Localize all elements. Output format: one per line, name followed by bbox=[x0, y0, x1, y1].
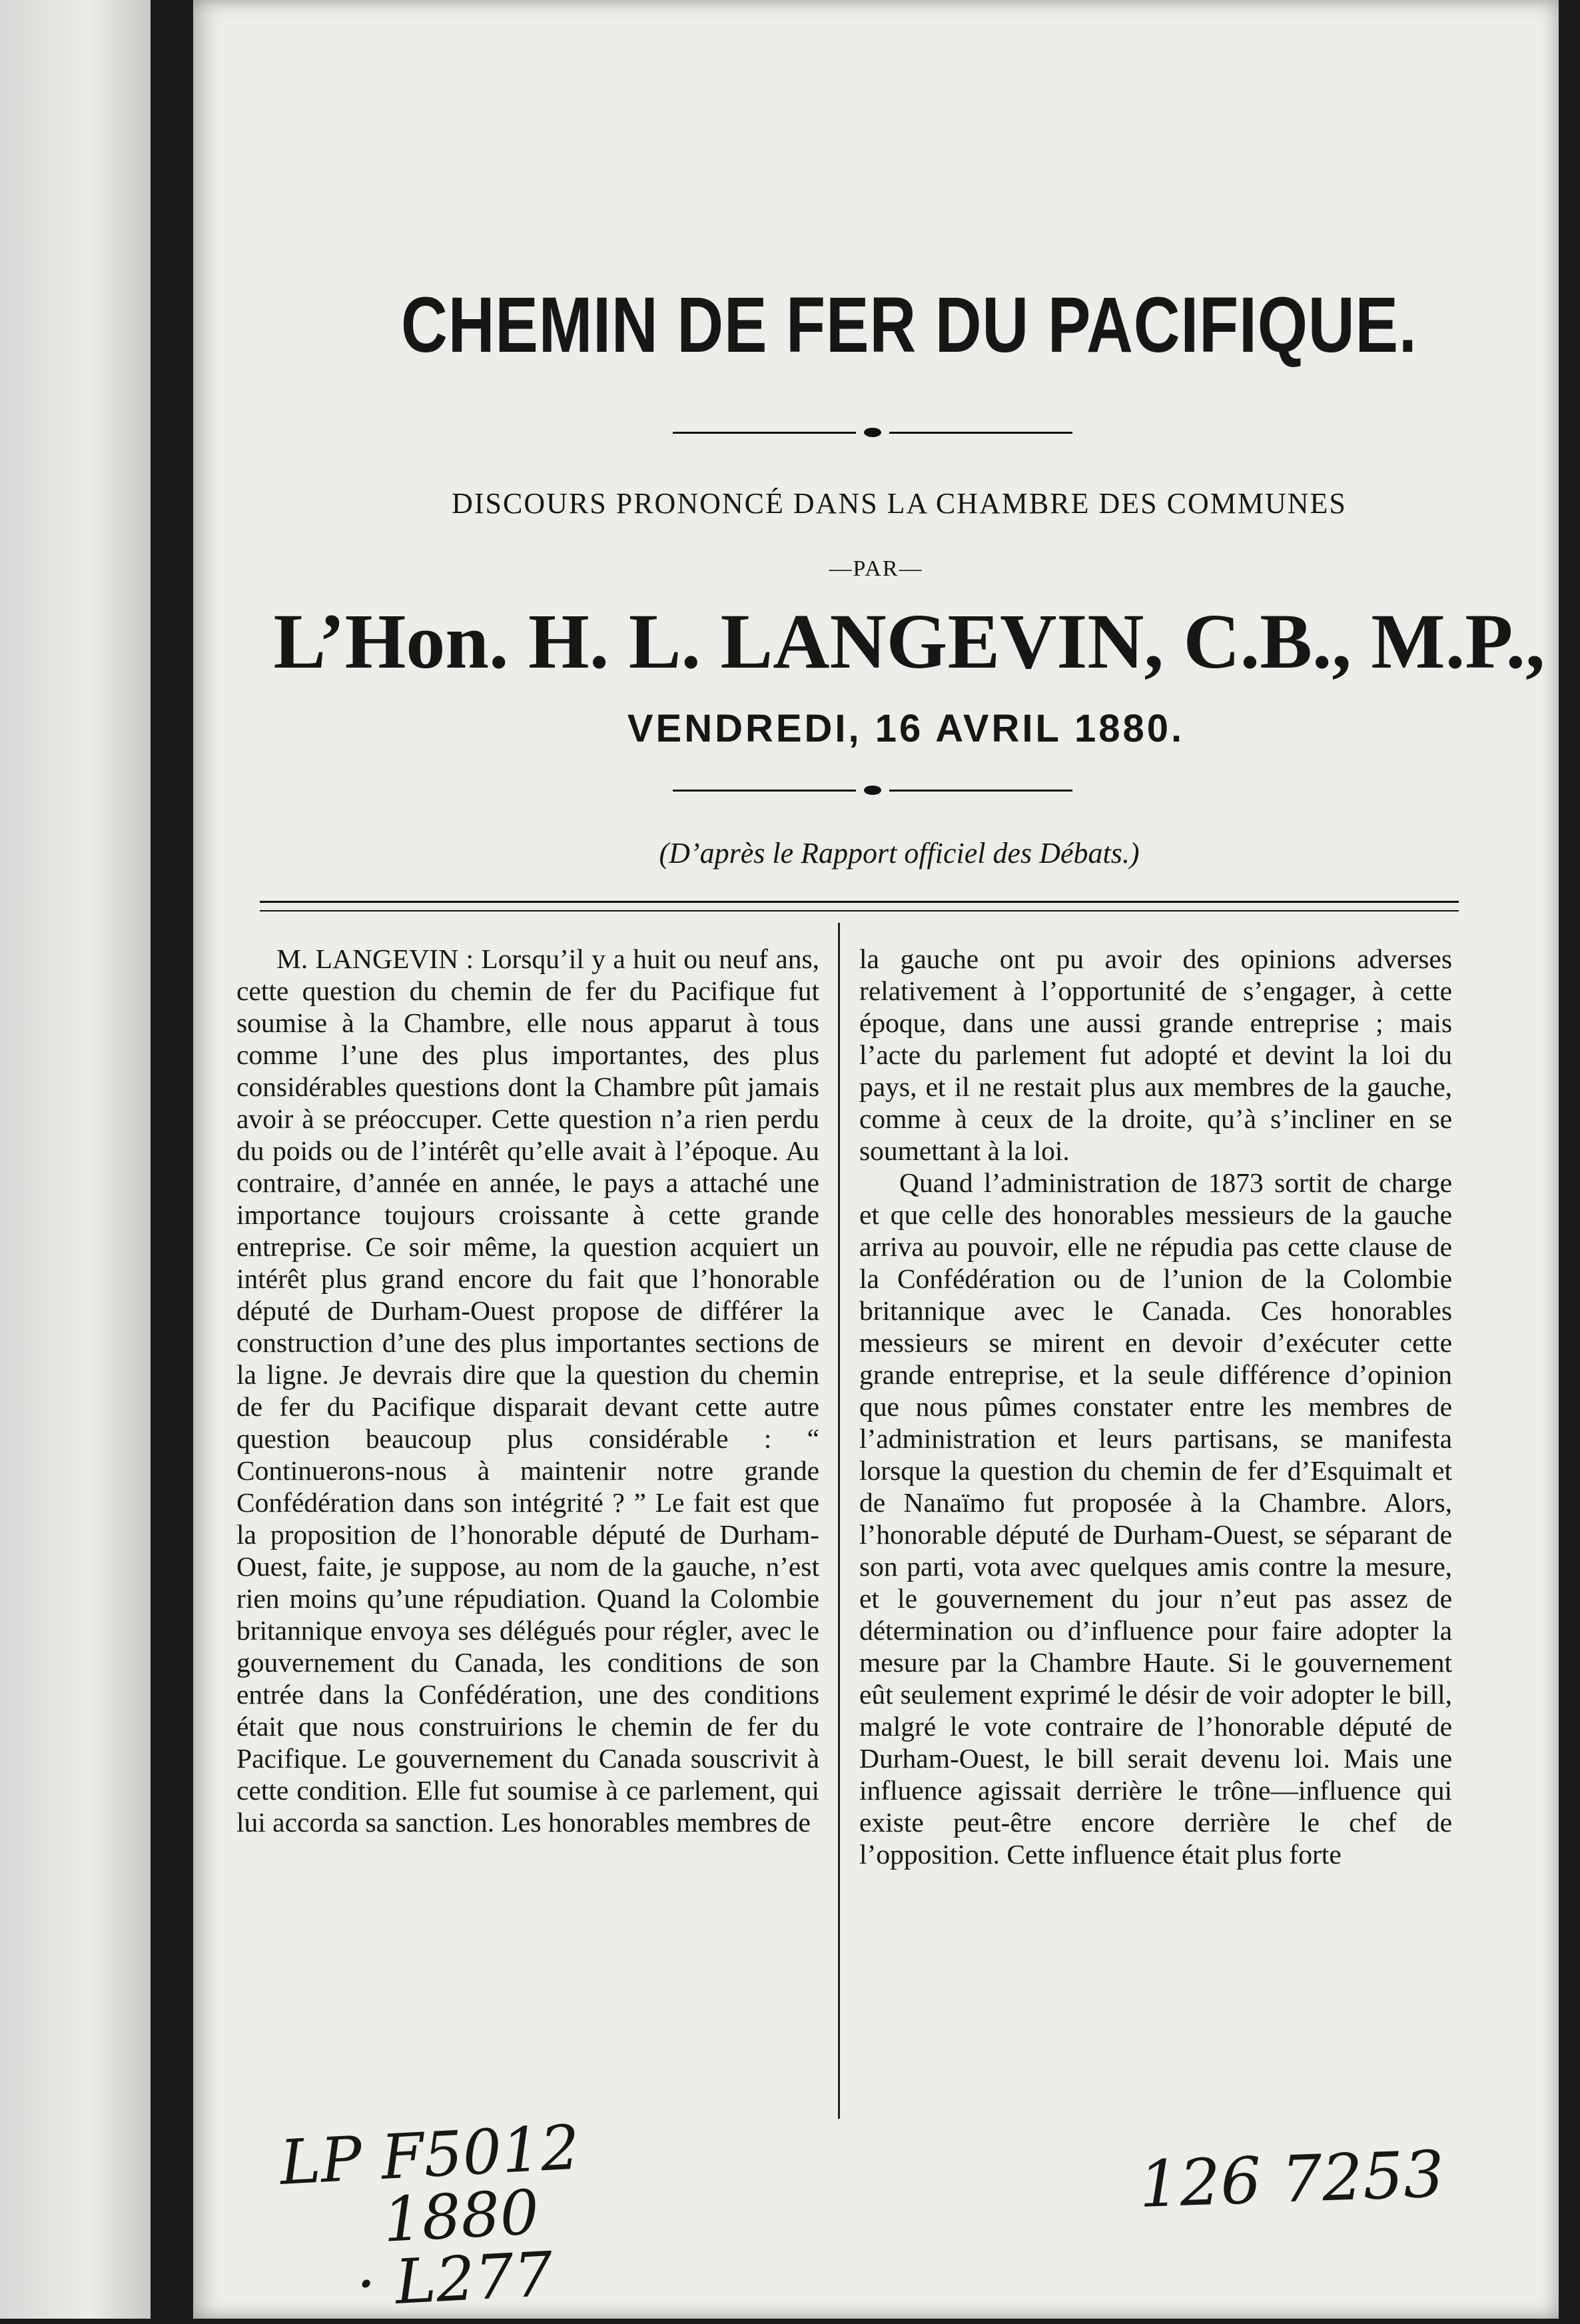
paragraph: Quand l’administration de 1873 sortit de charge et que celle des honorables messieurs de la gauche arriva au pouvoir, elle ne répudia pas cette clause de la Confédération ou de l’union de la Colombie britannique avec le Canada. Ces honorables messieurs se mirent en devoir d’exécuter cette grande entreprise, et la seule différence d’opinion que nous pûmes constater entre les membres de l’administration et leurs partisans, se manifesta lorsque la question du chemin de fer d’Esquimalt et de Nanaïmo fut proposée à la Chambre. Alors, l’honorable député de Durham-Ouest, se séparant de son parti, vota avec quelques amis contre la mesure, et le gouvernement du jour n’eut pas assez de détermination ou d’influence pour faire adopter la mesure par la Chambre Haute. Si le gouvernement eût seulement exprimé le désir de voir adopter le bill, malgré le vote contraire de l’honorable député de Durham-Ouest, le bill serait devenu loi. Mais une influence agissait derrière le trône—influence qui existe peut-être encore derrière le chef de l’opposition. Cette influence était plus forte bbox=[859, 1167, 1452, 1870]
text-column-right bbox=[859, 943, 1452, 1870]
header-rule-top bbox=[260, 901, 1459, 903]
byline-par: —PAR— bbox=[829, 556, 923, 581]
document-title: CHEMIN DE FER DU PACIFIQUE. bbox=[401, 281, 1417, 369]
author-name: L’Hon. H. L. LANGEVIN, C.B., M.P., bbox=[273, 598, 1545, 685]
paragraph: la gauche ont pu avoir des opinions adverses relativement à l’opportunité de s’engager, à cette époque, dans une aussi grande entreprise ; mais l’acte du parlement fut adopté et devint la loi du pays, et il ne restait plus aux membres de la gauche, comme à ceux de la droite, qu’à s’incliner en se soumettant à la loi. bbox=[859, 943, 1452, 1166]
text-column-left bbox=[236, 943, 819, 1838]
document-subtitle: DISCOURS PRONONCÉ DANS LA CHAMBRE DES COMMUNES bbox=[452, 487, 1347, 520]
handwritten-accession-number: 126 7253 bbox=[1138, 2137, 1445, 2222]
handwritten-call-number: LP F5012 1880 · L277 bbox=[278, 2111, 582, 2321]
adjacent-page-strip bbox=[0, 0, 151, 2319]
date-ornament-rule bbox=[673, 781, 1072, 801]
speech-date: VENDREDI, 16 AVRIL 1880. bbox=[627, 707, 1185, 750]
title-ornament-rule bbox=[673, 423, 1072, 443]
source-note: (D’après le Rapport officiel des Débats.) bbox=[659, 837, 1140, 870]
document-page bbox=[193, 0, 1559, 2319]
header-rule-bottom bbox=[260, 910, 1459, 911]
column-divider bbox=[838, 923, 840, 2119]
paragraph: M. LANGEVIN : Lorsqu’il y a huit ou neuf ans, cette question du chemin de fer du Pacifique fut soumise à la Chambre, elle nous apparut à tous comme l’une des plus importantes, des plus considérables questions dont la Chambre pût jamais avoir à se préoccuper. Cette question n’a rien perdu du poids ou de l’intérêt qu’elle avait à l’époque. Au contraire, d’année en année, le pays a attaché une importance toujours croissante à cette grande entreprise. Ce soir même, la question acquiert un intérêt plus grand encore du fait que l’honorable député de Durham-Ouest propose de différer la construction d’une des plus importantes sections de la ligne. Je devrais dire que la question du chemin de fer du Pacifique disparait devant cette autre question beaucoup plus considérable : “ Continuerons-nous à maintenir notre grande Confédération dans son intégrité ? ” Le fait est que la proposition de l’honorable député de Durham-Ouest, faite, je suppose, au nom de la gauche, n’est rien moins qu’une répudiation. Quand la Colombie britannique envoya ses délégués pour régler, avec le gouvernement du Canada, les conditions de son entrée dans la Confédération, une des conditions était que nous construirions le chemin de fer du Pacifique. Le gouvernement du Canada souscrivit à cette condition. Elle fut soumise à ce parlement, qui lui accorda sa sanction. Les honorables membres de bbox=[236, 943, 819, 1838]
